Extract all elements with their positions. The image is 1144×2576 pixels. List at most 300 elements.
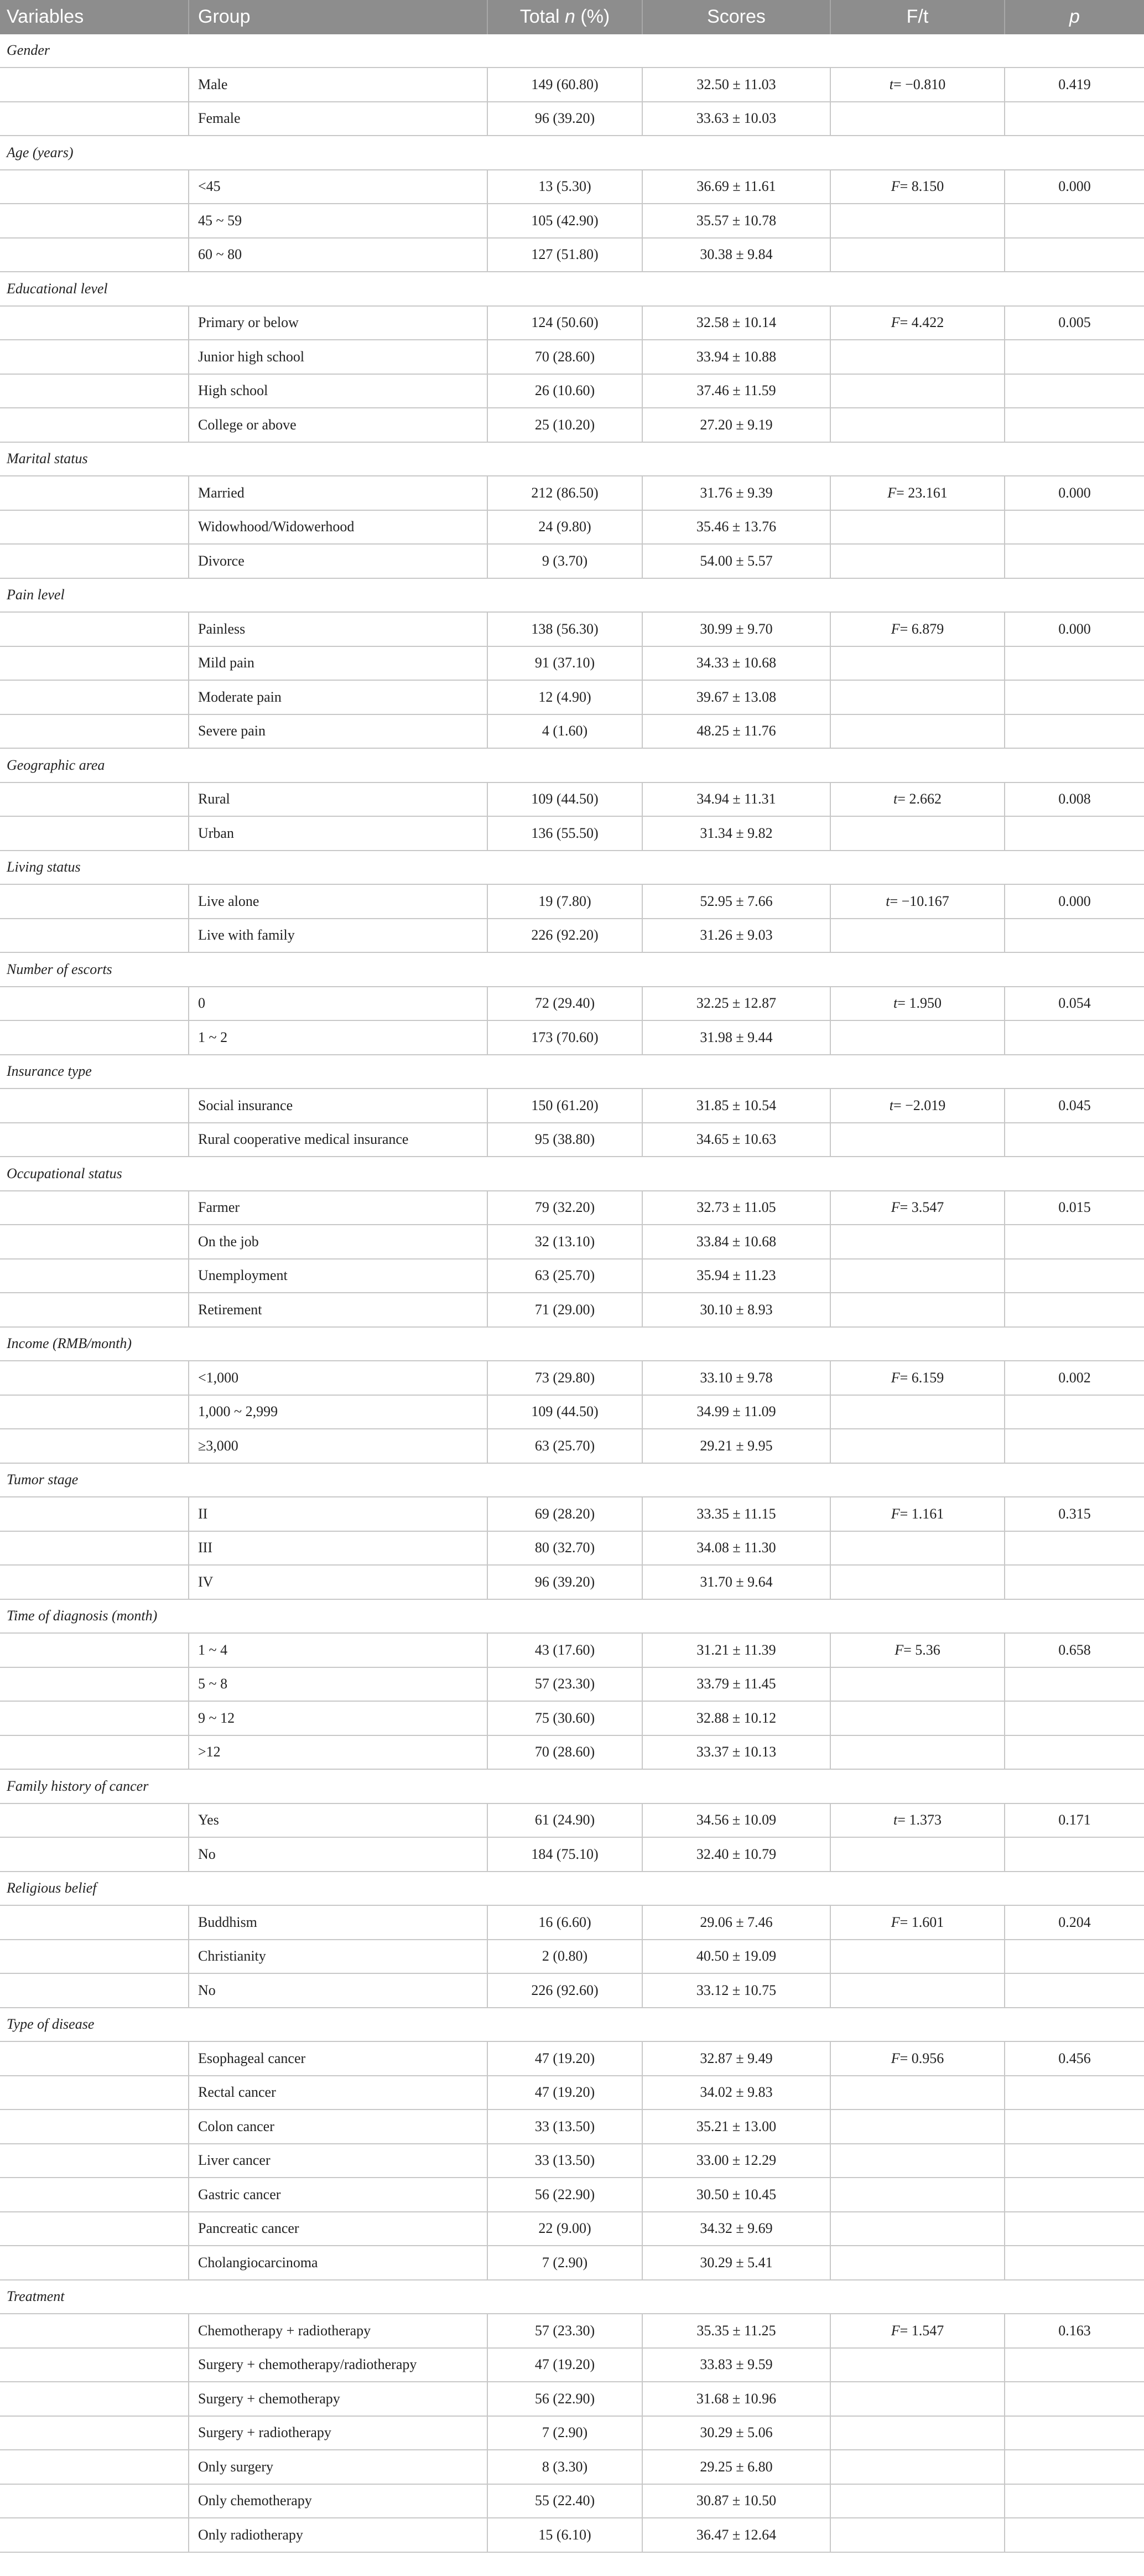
variable-cell [0,1396,188,1429]
p-value-cell [1004,2076,1144,2109]
scores-cell: 32.73 ± 11.05 [642,1191,830,1225]
total-cell: 33 (13.50) [487,2144,642,2178]
table-row [0,68,1144,102]
stat-cell [830,1260,1004,1293]
p-value-cell [1004,2246,1144,2279]
total-cell: 95 (38.80) [487,1123,642,1157]
group-row [0,2008,1144,2043]
scores-cell: 39.67 ± 13.08 [642,681,830,714]
stat-cell: F = 1.601 [830,1906,1004,1939]
total-cell: 124 (50.60) [487,307,642,340]
variable-cell [0,545,188,578]
variable-cell [0,1566,188,1599]
stat-cell [830,2076,1004,2109]
stat-cell [830,919,1004,952]
group-cell: 1 ~ 4 [188,1634,487,1667]
stat-cell: F = 5.36 [830,1634,1004,1667]
table-row [0,647,1144,681]
stat-cell [830,817,1004,850]
group-row [0,749,1144,783]
group-label: Educational level [7,280,108,297]
variable-cell [0,1225,188,1258]
table-row [0,1225,1144,1260]
scores-cell: 29.06 ± 7.46 [642,1906,830,1939]
variable-cell [0,1736,188,1769]
total-cell: 69 (28.20) [487,1497,642,1531]
scores-cell: 31.85 ± 10.54 [642,1089,830,1122]
group-cell: Esophageal cancer [188,2042,487,2075]
scores-cell: 34.08 ± 11.30 [642,1532,830,1565]
table-row [0,1906,1144,1940]
scores-cell: 29.25 ± 6.80 [642,2450,830,2484]
variable-cell [0,102,188,136]
total-cell: 96 (39.20) [487,1566,642,1599]
group-cell: Gastric cancer [188,2178,487,2211]
group-cell: 45 ~ 59 [188,204,487,237]
stat-cell: t = −0.810 [830,68,1004,101]
scores-cell: 33.10 ± 9.78 [642,1361,830,1395]
scores-cell: 32.58 ± 10.14 [642,307,830,340]
group-cell: Moderate pain [188,681,487,714]
variable-cell [0,817,188,850]
stat-cell: F = 8.150 [830,170,1004,204]
p-value-cell: 0.419 [1004,68,1144,101]
p-value-cell: 0.163 [1004,2314,1144,2347]
group-cell: On the job [188,1225,487,1258]
group-row [0,443,1144,477]
group-cell: Live with family [188,919,487,952]
stat-cell [830,545,1004,578]
table-row [0,1804,1144,1838]
p-value-cell [1004,1838,1144,1871]
variable-cell [0,2450,188,2484]
group-cell: Christianity [188,1940,487,1973]
variable-cell [0,2178,188,2211]
group-cell: Only chemotherapy [188,2485,487,2518]
stat-cell: t = 2.662 [830,783,1004,816]
table-row [0,1497,1144,1532]
group-cell: High school [188,375,487,408]
group-row [0,953,1144,987]
total-cell: 150 (61.20) [487,1089,642,1122]
variable-cell [0,2076,188,2109]
group-label: Number of escorts [7,961,112,977]
variable-cell [0,783,188,816]
group-cell: <1,000 [188,1361,487,1395]
table-row [0,2485,1144,2519]
scores-cell: 31.70 ± 9.64 [642,1566,830,1599]
group-cell: 1,000 ~ 2,999 [188,1396,487,1429]
total-cell: 63 (25.70) [487,1429,642,1463]
scores-cell: 48.25 ± 11.76 [642,715,830,748]
p-value-cell [1004,715,1144,748]
stat-cell [830,1293,1004,1326]
variable-cell [0,885,188,918]
group-cell: Chemotherapy + radiotherapy [188,2314,487,2347]
variable-cell [0,408,188,442]
stat-cell [830,408,1004,442]
stat-cell: F = 1.161 [830,1497,1004,1531]
stat-cell [830,681,1004,714]
table-row [0,613,1144,647]
total-cell: 61 (24.90) [487,1804,642,1837]
group-label: Age (years) [7,144,74,160]
total-cell: 2 (0.80) [487,1940,642,1973]
table-row [0,1532,1144,1566]
stat-cell [830,1668,1004,1701]
group-label: Income (RMB/month) [7,1335,132,1352]
table-row [0,2178,1144,2212]
total-cell: 12 (4.90) [487,681,642,714]
scores-cell: 32.88 ± 10.12 [642,1702,830,1735]
scores-cell: 34.94 ± 11.31 [642,783,830,816]
table-row [0,307,1144,341]
total-cell: 55 (22.40) [487,2485,642,2518]
total-cell: 109 (44.50) [487,783,642,816]
stat-cell: F = 1.547 [830,2314,1004,2347]
scores-cell: 30.10 ± 8.93 [642,1293,830,1326]
table-row [0,408,1144,443]
variable-cell [0,1804,188,1837]
p-value-cell: 0.000 [1004,885,1144,918]
group-cell: Liver cancer [188,2144,487,2178]
group-label: Time of diagnosis (month) [7,1608,158,1624]
total-cell: 109 (44.50) [487,1396,642,1429]
scores-cell: 35.57 ± 10.78 [642,204,830,237]
p-value-cell [1004,2144,1144,2178]
variable-cell [0,1838,188,1871]
group-cell: >12 [188,1736,487,1769]
group-row [0,1872,1144,1906]
stat-cell [830,1532,1004,1565]
table-row [0,2212,1144,2247]
p-value-cell [1004,239,1144,272]
p-value-cell: 0.204 [1004,1906,1144,1939]
scores-cell: 31.76 ± 9.39 [642,476,830,510]
variable-cell [0,681,188,714]
variable-cell [0,2349,188,2382]
scores-cell: 31.98 ± 9.44 [642,1021,830,1054]
total-cell: 70 (28.60) [487,1736,642,1769]
p-value-cell [1004,1940,1144,1973]
total-cell: 9 (3.70) [487,545,642,578]
p-value-cell [1004,1429,1144,1463]
stat-cell [830,1974,1004,2007]
stat-cell [830,2110,1004,2143]
group-label: Marital status [7,450,88,467]
scores-cell: 31.68 ± 10.96 [642,2382,830,2416]
stat-cell [830,2246,1004,2279]
scores-cell: 32.87 ± 9.49 [642,2042,830,2075]
total-cell: 226 (92.20) [487,919,642,952]
group-row [0,1328,1144,1362]
stat-cell [830,1429,1004,1463]
group-cell: Severe pain [188,715,487,748]
table-row [0,239,1144,273]
scores-cell: 40.50 ± 19.09 [642,1940,830,1973]
group-cell: III [188,1532,487,1565]
scores-cell: 30.29 ± 5.06 [642,2417,830,2450]
total-cell: 127 (51.80) [487,239,642,272]
p-value-cell: 0.658 [1004,1634,1144,1667]
total-cell: 149 (60.80) [487,68,642,101]
variable-cell [0,647,188,680]
group-cell: Surgery + chemotherapy/radiotherapy [188,2349,487,2382]
group-cell: Pancreatic cancer [188,2212,487,2246]
total-cell: 71 (29.00) [487,1293,642,1326]
total-cell: 47 (19.20) [487,2076,642,2109]
group-cell: Mild pain [188,647,487,680]
group-cell: Surgery + radiotherapy [188,2417,487,2450]
variable-cell [0,1974,188,2007]
p-value-cell [1004,817,1144,850]
p-value-cell: 0.045 [1004,1089,1144,1122]
p-value-cell [1004,1974,1144,2007]
header-total [487,0,642,34]
scores-cell: 32.50 ± 11.03 [642,68,830,101]
group-cell: No [188,1838,487,1871]
variable-cell [0,68,188,101]
total-cell: 47 (19.20) [487,2349,642,2382]
p-value-cell: 0.054 [1004,987,1144,1020]
scores-cell: 31.26 ± 9.03 [642,919,830,952]
table-row [0,1123,1144,1158]
stat-cell: t = −10.167 [830,885,1004,918]
group-row [0,1157,1144,1191]
variable-cell [0,2212,188,2246]
total-cell: 7 (2.90) [487,2417,642,2450]
total-cell: 105 (42.90) [487,204,642,237]
group-label: Treatment [7,2288,65,2305]
table-row [0,1361,1144,1396]
group-row [0,272,1144,307]
variable-cell [0,1260,188,1293]
p-value-cell [1004,1260,1144,1293]
table-row [0,170,1144,205]
stat-cell [830,1736,1004,1769]
stat-cell [830,340,1004,374]
table-row [0,340,1144,375]
p-value-cell [1004,1396,1144,1429]
scores-cell: 35.94 ± 11.23 [642,1260,830,1293]
p-value-cell: 0.000 [1004,170,1144,204]
header-variables: Variables [7,6,84,28]
total-cell: 43 (17.60) [487,1634,642,1667]
p-value-cell: 0.015 [1004,1191,1144,1225]
total-cell: 26 (10.60) [487,375,642,408]
group-cell: Rectal cancer [188,2076,487,2109]
scores-cell: 30.99 ± 9.70 [642,613,830,646]
total-cell: 63 (25.70) [487,1260,642,1293]
group-cell: Divorce [188,545,487,578]
scores-cell: 30.87 ± 10.50 [642,2485,830,2518]
p-value-cell: 0.000 [1004,476,1144,510]
stat-cell: F = 6.879 [830,613,1004,646]
table-row [0,1668,1144,1702]
p-value-cell [1004,2417,1144,2450]
group-cell: Painless [188,613,487,646]
total-cell: 32 (13.10) [487,1225,642,1258]
table-row [0,1634,1144,1668]
stat-cell [830,1566,1004,1599]
scores-cell: 33.83 ± 9.59 [642,2349,830,2382]
p-value-cell [1004,2349,1144,2382]
scores-cell: 32.40 ± 10.79 [642,1838,830,1871]
variable-cell [0,2417,188,2450]
group-label: Type of disease [7,2016,95,2033]
group-cell: Primary or below [188,307,487,340]
stat-cell: t = −2.019 [830,1089,1004,1122]
p-value-cell [1004,1021,1144,1054]
p-value-cell [1004,1532,1144,1565]
p-value-cell [1004,545,1144,578]
variable-cell [0,2382,188,2416]
variable-cell [0,987,188,1020]
variable-cell [0,1532,188,1565]
group-cell: ≥3,000 [188,1429,487,1463]
table-row [0,2042,1144,2076]
total-cell: 79 (32.20) [487,1191,642,1225]
stat-cell [830,1021,1004,1054]
stat-cell [830,239,1004,272]
variable-cell [0,919,188,952]
total-cell: 8 (3.30) [487,2450,642,2484]
group-row [0,1464,1144,1498]
scores-cell: 35.21 ± 13.00 [642,2110,830,2143]
group-cell: Married [188,476,487,510]
group-cell: <45 [188,170,487,204]
scores-cell: 33.37 ± 10.13 [642,1736,830,1769]
table-row [0,817,1144,851]
total-cell: 184 (75.10) [487,1838,642,1871]
table-row [0,1429,1144,1464]
header-total-label: Total n (%) [519,6,610,28]
scores-cell: 35.35 ± 11.25 [642,2314,830,2347]
group-cell: No [188,1974,487,2007]
stat-cell: t = 1.373 [830,1804,1004,1837]
p-value-cell [1004,1123,1144,1157]
header-scores: Scores [642,0,830,34]
scores-cell: 29.21 ± 9.95 [642,1429,830,1463]
group-cell: Widowhood/Widowerhood [188,511,487,544]
total-cell: 96 (39.20) [487,102,642,136]
group-row [0,851,1144,885]
p-value-cell [1004,1668,1144,1701]
table-row [0,1021,1144,1055]
variable-cell [0,1191,188,1225]
stat-cell: t = 1.950 [830,987,1004,1020]
group-label: Occupational status [7,1165,122,1181]
group-label: Religious belief [7,1880,97,1896]
variable-cell [0,2518,188,2552]
total-cell: 75 (30.60) [487,1702,642,1735]
table-row [0,2314,1144,2349]
group-row [0,2280,1144,2315]
scores-cell: 34.33 ± 10.68 [642,647,830,680]
group-cell: Colon cancer [188,2110,487,2143]
group-label: Gender [7,42,50,59]
p-value-cell [1004,102,1144,136]
total-cell: 19 (7.80) [487,885,642,918]
table-row [0,2110,1144,2144]
group-cell: Social insurance [188,1089,487,1122]
table-row [0,1396,1144,1430]
stat-cell [830,2144,1004,2178]
table-row [0,987,1144,1022]
group-cell: Rural [188,783,487,816]
p-value-cell [1004,2212,1144,2246]
scores-cell: 27.20 ± 9.19 [642,408,830,442]
table-row [0,102,1144,137]
stat-cell [830,2450,1004,2484]
variable-cell [0,1634,188,1667]
variable-cell [0,204,188,237]
stat-cell [830,1396,1004,1429]
table-row [0,1089,1144,1123]
stat-cell [830,2518,1004,2552]
scores-cell: 30.29 ± 5.41 [642,2246,830,2279]
scores-cell: 35.46 ± 13.76 [642,511,830,544]
group-cell: Unemployment [188,1260,487,1293]
table-body [0,34,1144,2553]
p-value-cell [1004,408,1144,442]
table-row [0,1566,1144,1600]
p-value-cell [1004,681,1144,714]
p-value-cell: 0.171 [1004,1804,1144,1837]
total-cell: 56 (22.90) [487,2178,642,2211]
scores-cell: 34.65 ± 10.63 [642,1123,830,1157]
table-row [0,2518,1144,2553]
group-label: Living status [7,859,81,875]
scores-cell: 33.63 ± 10.03 [642,102,830,136]
group-cell: College or above [188,408,487,442]
scores-cell: 54.00 ± 5.57 [642,545,830,578]
group-cell: Only radiotherapy [188,2518,487,2552]
p-value-cell [1004,1225,1144,1258]
group-row [0,34,1144,69]
variable-cell [0,1702,188,1735]
stat-cell [830,511,1004,544]
total-cell: 33 (13.50) [487,2110,642,2143]
table-row [0,715,1144,749]
total-cell: 212 (86.50) [487,476,642,510]
p-value-cell [1004,1736,1144,1769]
stat-cell [830,2382,1004,2416]
total-cell: 13 (5.30) [487,170,642,204]
group-row [0,1600,1144,1634]
group-cell: Yes [188,1804,487,1837]
total-cell: 138 (56.30) [487,613,642,646]
variable-cell [0,1293,188,1326]
table-row [0,2076,1144,2111]
variable-cell [0,307,188,340]
scores-cell: 34.32 ± 9.69 [642,2212,830,2246]
group-cell: Farmer [188,1191,487,1225]
total-cell: 57 (23.30) [487,2314,642,2347]
total-cell: 226 (92.60) [487,1974,642,2007]
group-cell: 60 ~ 80 [188,239,487,272]
p-value-cell [1004,2178,1144,2211]
variable-cell [0,2144,188,2178]
group-cell: Female [188,102,487,136]
total-cell: 91 (37.10) [487,647,642,680]
table-row [0,1191,1144,1226]
group-cell: IV [188,1566,487,1599]
variable-cell [0,375,188,408]
table-row [0,2417,1144,2451]
table-row [0,511,1144,545]
header-p-label: p [1069,6,1080,28]
